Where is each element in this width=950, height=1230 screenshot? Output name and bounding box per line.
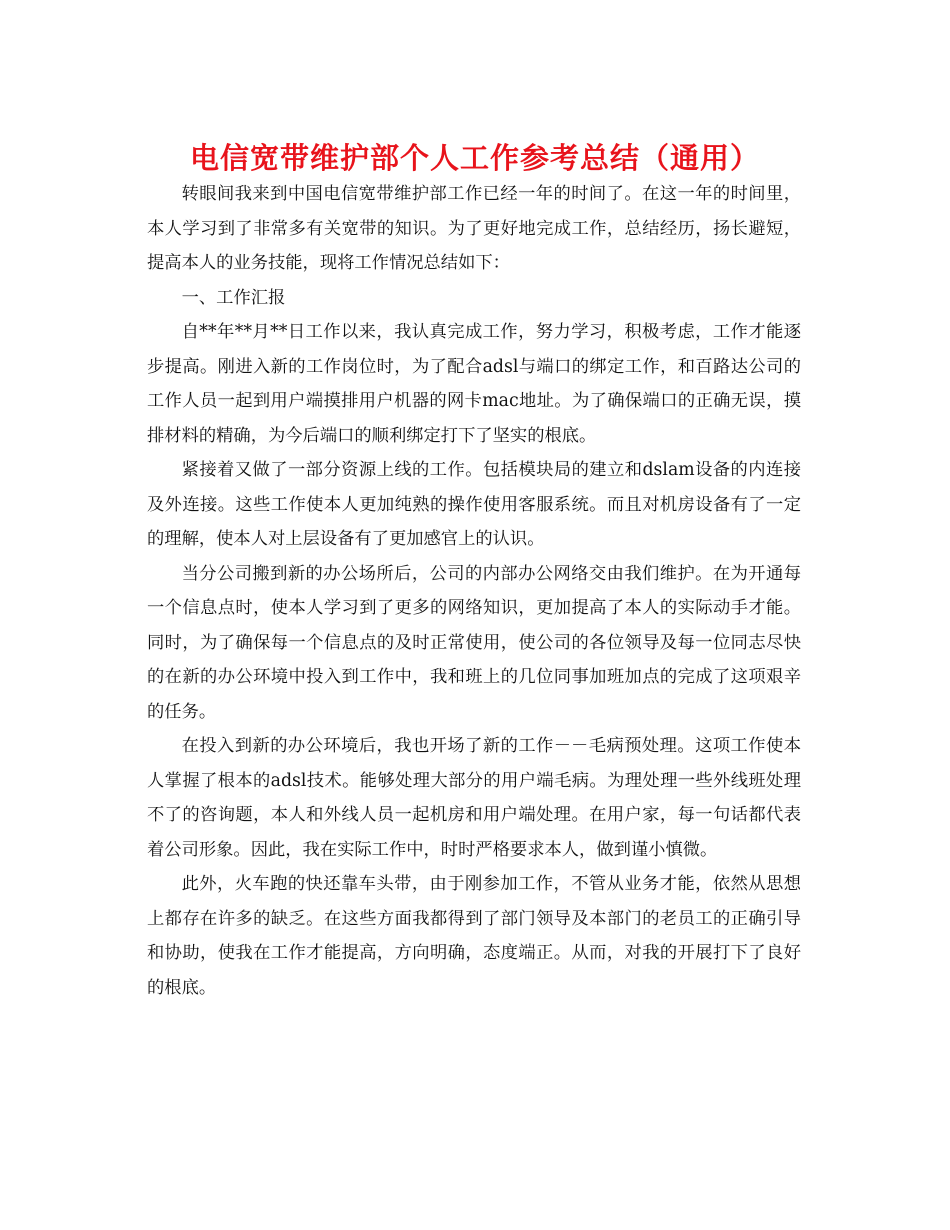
- paragraph-adsl-binding: 自**年**月**日工作以来，我认真完成工作，努力学习，积极考虑，工作才能逐步提高。刚进入新的工作岗位时，为了配合adsl与端口的绑定工作，和百路达公司的工作人员一起到用户端摸排用户机器的网卡mac地址。为了确保端口的正确无误，摸排材料的精确，为今后端口的顺利绑定打下了坚实的根底。: [147, 322, 801, 446]
- paragraph-fault-preprocessing: 在投入到新的办公环境后，我也开场了新的工作－－毛病预处理。这项工作使本人掌握了根本的adsl技术。能够处理大部分的用户端毛病。为理处理一些外线班处理不了的咨询题，本人和外线人员一起机房和用户端处理。在用户家，每一句话都代表着公司形象。因此，我在实际工作中，时时严格要求本人，做到谨小慎微。: [147, 736, 801, 860]
- paragraph-guidance: 此外，火车跑的快还靠车头带，由于刚参加工作，不管从业务才能，依然从思想上都存在许多的缺乏。在这些方面我都得到了部门领导及本部门的老员工的正确引导和协助，使我在工作才能提高，方向明确，态度端正。从而，对我的开展打下了良好的根底。: [147, 874, 801, 998]
- paragraph-resource-online: 紧接着又做了一部分资源上线的工作。包括模块局的建立和dslam设备的内连接及外连接。这些工作使本人更加纯熟的操作使用客服系统。而且对机房设备有了一定的理解，使本人对上层设备有了更加感官上的认识。: [147, 460, 801, 549]
- section-heading-work-report: 一、工作汇报: [181, 287, 286, 308]
- paragraph-office-network: 当分公司搬到新的办公场所后，公司的内部办公网络交由我们维护。在为开通每一个信息点时，使本人学习到了更多的网络知识，更加提高了本人的实际动手才能。同时，为了确保每一个信息点的及时正常使用，使公司的各位领导及每一位同志尽快的在新的办公环境中投入到工作中，我和班上的几位同事加班加点的完成了这项艰辛的任务。: [147, 563, 801, 722]
- intro-paragraph: 转眼间我来到中国电信宽带维护部工作已经一年的时间了。在这一年的时间里，本人学习到了非常多有关宽带的知识。为了更好地完成工作，总结经历，扬长避短，提高本人的业务技能，现将工作情况总结如下：: [147, 184, 801, 273]
- document-body: [147, 177, 801, 1005]
- document-title: 电信宽带维护部个人工作参考总结（通用）: [189, 141, 760, 175]
